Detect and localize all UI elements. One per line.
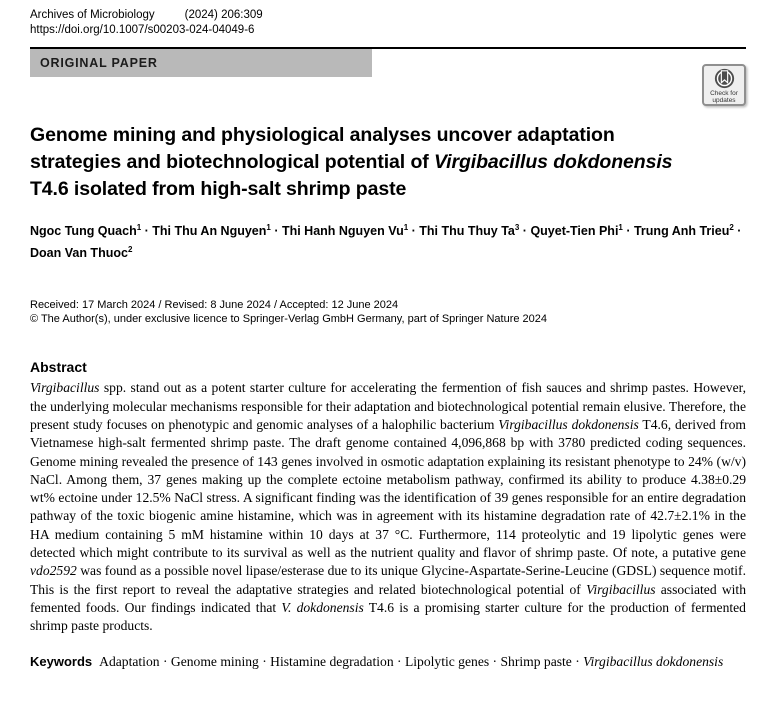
journal-header xyxy=(30,8,746,23)
journal-citation: (2024) 206:309 xyxy=(184,9,263,21)
article-title: Genome mining and physiological analyses uncover adaptation strategies and biotechnological potential of Virgibacillus dokdonensis T4.6 isolated from high-salt shrimp paste xyxy=(30,124,673,200)
author-name: Trung Anh Trieu xyxy=(633,224,730,239)
abstract-text: Virgibacillus spp. stand out as a potent starter culture for accelerating the fermention of fish sauces and shrimp pastes. However, the underlying molecular mechanisms responsible for their adaptation and biotechnological potential remain elusive. Therefore, the present study focuses on phenotypic and genomic analyses of a halophilic bacterium Virgibacillus dokdonensis T4.6, derived from Vietnamese high-salt fermented shrimp paste. The draft genome contained 4,096,868 bp with 3780 predicted coding sequences. Genome mining revealed the presence of 143 genes involved in osmotic adaptation explaining its resistant phenotype to 24% (w/v) NaCl. Among them, 37 genes making up the complete ectoine metabolism pathway, confirmed its ability to produce 4.38±0.29 wt% ectoine under 12.5% NaCl stress. A significant finding was the identification of 39 genes responsible for an entire degradation pathway of the toxic biogenic amine histamine, which was in agreement with its histamine degradation rate of 42.7±2.1% in the HA medium containing 5 mM histamine within 10 days at 37 °C. Furthermore, 114 proteolytic and 19 lipolytic genes were detected which might contribute to its survival as well as the nutrient quality and flavor of shrimp paste. Of note, a putative gene vdo2592 was found as a possible novel lipase/esterase due to its unique Glycine-Aspartate-Serine-Leucine (GDSL) sequence motif. This is the first report to reveal the adaptative strategies and related biotechnological potential of Virgibacillus associated with femented foods. Our findings indicated that V. dokdonensis T4.6 is a promising starter culture for the production of fermented shrimp paste products. xyxy=(30,380,747,634)
author-name: Thi Thu Thuy Ta xyxy=(419,224,515,239)
keywords-label: Keywords xyxy=(30,654,93,670)
doi-link[interactable]: https://doi.org/10.1007/s00203-024-04049-6 xyxy=(30,24,255,36)
keyword-item: Lipolytic genes xyxy=(404,654,490,670)
check-for-updates-badge[interactable] xyxy=(702,64,746,106)
article-type-label: ORIGINAL PAPER xyxy=(40,56,158,70)
author-name: Thi Hanh Nguyen Vu xyxy=(281,224,404,239)
copyright-line: © The Author(s), under exclusive licence to Springer-Verlag GmbH Germany, part of Springer Nature 2024 xyxy=(30,313,547,326)
author-list: Ngoc Tung Quach$^1$ · Thi Thu An Nguyen$^1$ · Thi Hanh Nguyen $Vu^1$ · Thi Thu Thuy $Ta^3$ · Quyet-Tien Phi$^1$ · Trung Anh Trieu$^2$ · Doan Van Thuoc$^2$ xyxy=(30,223,742,260)
check-for-updates-label: Check for updates xyxy=(710,90,738,104)
author-name: Ngoc Tung Quach xyxy=(30,224,137,239)
author-name: Doan Van Thuoc xyxy=(30,245,128,260)
keywords-line: Keywords Adaptation · Genome mining · Histamine degradation · Lipolytic genes · Shrimp paste · Virgibacillus dokdonensis xyxy=(30,654,724,670)
keyword-item: Genome mining xyxy=(170,654,259,670)
author-name: Quyet-Tien Phi xyxy=(530,224,619,239)
history-line: Received: 17 March 2024 / Revised: 8 June 2024 / Accepted: 12 June 2024 xyxy=(30,299,399,312)
article-type-banner xyxy=(30,49,372,77)
keyword-item: Shrimp paste xyxy=(500,654,572,670)
keyword-item: Histamine degradation xyxy=(270,654,394,670)
author-name: Thi Thu An Nguyen xyxy=(152,224,267,239)
article-type-row xyxy=(30,49,746,77)
journal-name: Archives of Microbiology xyxy=(30,9,155,21)
crossmark-icon xyxy=(714,68,735,89)
doi-row xyxy=(30,23,746,38)
keyword-item: Virgibacillus dokdonensis xyxy=(583,654,724,670)
keyword-item: Adaptation xyxy=(99,654,160,670)
abstract-heading: Abstract xyxy=(30,359,87,376)
